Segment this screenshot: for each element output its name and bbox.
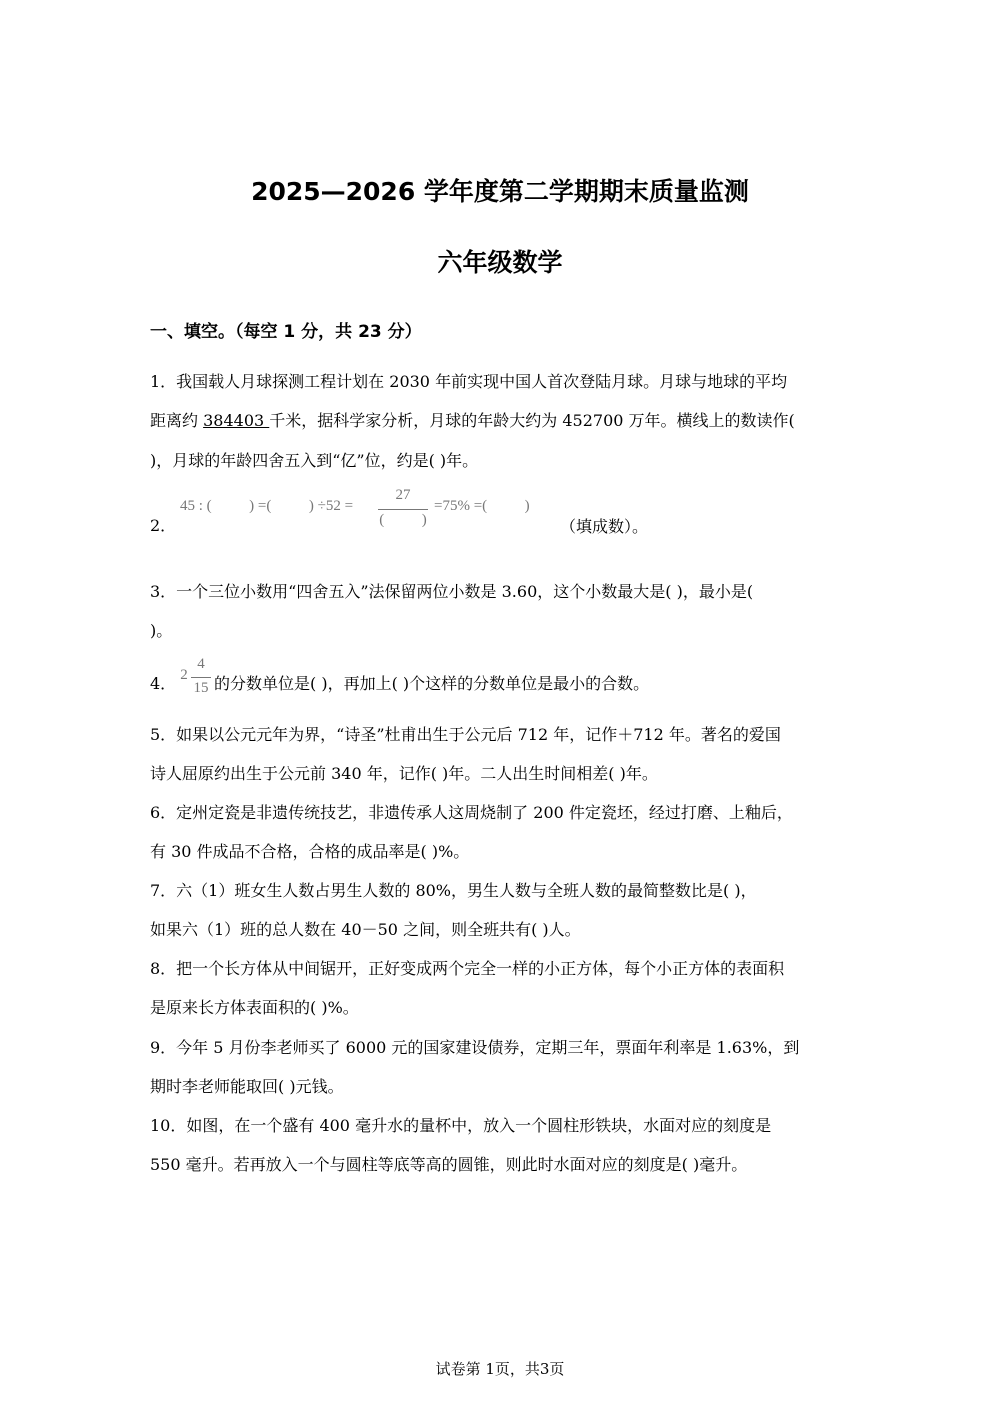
q2-number: 2． [150, 516, 177, 535]
q1-line-2 [150, 411, 860, 431]
q5-line-1: 5．如果以公元元年为界，“诗圣”杜甫出生于公元后 712 年，记作＋712 年。著名的爱国 [150, 725, 781, 744]
q4-text: 的分数单位是( )，再加上( )个这样的分数单位是最小的合数。 [214, 674, 650, 693]
q2-fraction-numerator: 27 [395, 487, 411, 503]
q2-expression-part-2: =75% =( ) [434, 498, 530, 514]
q7-line-2: 如果六（1）班的总人数在 40－50 之间，则全班共有( )人。 [150, 920, 581, 939]
q3-line-2: )。 [150, 621, 173, 640]
q4-number: 4． [150, 674, 177, 693]
q5-line-2: 诗人屈原约出生于公元前 340 年，记作( )年。二人出生时间相差( )年。 [150, 764, 658, 783]
q1-underlined-number: 384403 [203, 411, 270, 430]
section-heading-fill-blank: 一、填空。（每空 1 分，共 23 分） [150, 322, 422, 342]
q1-line-2-b: 千米，据科学家分析，月球的年龄大约为 452700 万年。横线上的数读作( [269, 411, 795, 430]
q8-line-2: 是原来长方体表面积的( )%。 [150, 998, 359, 1017]
q1-line-1: 1．我国载人月球探测工程计划在 2030 年前实现中国人首次登陆月球。月球与地球的平均 [150, 372, 788, 391]
q4-fraction-denominator: 15 [193, 680, 209, 696]
q9-line-2: 期时李老师能取回( )元钱。 [150, 1077, 344, 1096]
exam-title: 2025—2026 学年度第二学期期末质量监测 [251, 177, 749, 206]
q2-fraction-denominator: ( ) [379, 512, 427, 528]
q10-line-1: 10．如图，在一个盛有 400 毫升水的量杯中，放入一个圆柱形铁块，水面对应的刻度是 [150, 1116, 772, 1135]
q8-line-1: 8．把一个长方体从中间锯开，正好变成两个完全一样的小正方体，每个小正方体的表面积 [150, 959, 785, 978]
q1-line-2-a: 距离约 [150, 411, 204, 430]
q2-fraction-bar [378, 509, 428, 510]
q9-line-1: 9．今年 5 月份李老师买了 6000 元的国家建设债券，定期三年，票面年利率是 1.63%，到 [150, 1038, 800, 1057]
q2-tail: （填成数）。 [560, 517, 649, 536]
q2-expression-part-1: 45 : ( ) =( ) ÷52 = [180, 498, 354, 514]
q10-line-2: 550 毫升。若再放入一个与圆柱等底等高的圆锥，则此时水面对应的刻度是( )毫升。 [150, 1155, 748, 1174]
page-footer: 试卷第 1页，共3页 [435, 1360, 565, 1378]
q4-mixed-whole: 2 [180, 667, 188, 683]
exam-subtitle: 六年级数学 [437, 248, 563, 277]
q7-line-1: 7．六（1）班女生人数占男生人数的 80%，男生人数与全班人数的最简整数比是( )， [150, 881, 757, 900]
q3-line-1: 3．一个三位小数用“四舍五入”法保留两位小数是 3.60，这个小数最大是( )，最小是( [150, 582, 754, 601]
q4-fraction-bar [191, 677, 211, 678]
q6-line-1: 6．定州定瓷是非遗传统技艺，非遗传承人这周烧制了 200 件定瓷坯，经过打磨、上釉后， [150, 803, 793, 822]
q4-fraction-numerator: 4 [197, 656, 205, 672]
q6-line-2: 有 30 件成品不合格，合格的成品率是( )%。 [150, 842, 470, 861]
q1-line-3: )，月球的年龄四舍五入到“亿”位，约是( )年。 [150, 451, 479, 470]
